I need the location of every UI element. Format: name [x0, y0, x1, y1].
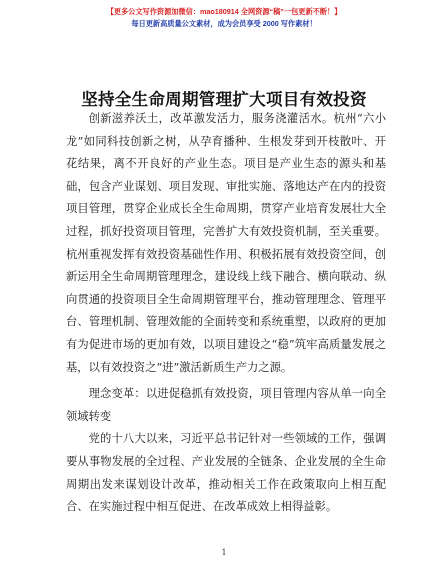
promo-banner-line-2: 每日更新高质量公文素材，成为会员享受 2000 写作素材！	[131, 19, 317, 28]
document-title: 坚持全生命周期管理扩大项目有效投资	[81, 90, 367, 109]
body-paragraph-section: 党的十八大以来，习近平总书记针对一些领域的工作，强调要从事物发展的全过程、产业发展的全链条、企业发展的全生命周期出发来谋划设计改革，推动相关工作在政策取向上相互配合、在实施过程中相互促进、在改革成效上相得益彰。	[66, 432, 386, 514]
promo-banner-line-1: 【更多公文写作资源加微信：mao180914 全网资源“稿”一包更新不断！】	[106, 7, 342, 16]
section-heading: 理念变革：以进促稳抓有效投资，项目管理内容从单一向全领域转变	[66, 387, 386, 423]
promo-banner	[0, 6, 448, 30]
body-paragraph-intro: 创新滋养沃土，改革激发活力，服务浇灌活水。杭州“六小龙”如同科技创新之树，从孕育播种、生根发芽到开枝散叶、开花结果，离不开良好的产业生态。项目是产业生态的源头和基础，包含产业谋划、项目发现、审批实施、落地达产在内的投资项目管理，贯穿企业成长全生命周期，贯穿产业培育发展壮大全过程，抓好投资项目管理，完善扩大有效投资机制，至关重要。杭州重视发挥有效投资基础性作用、积极拓展有效投资空间，创新运用全生命周期管理理念，建设线上线下融合、横向联动、纵向贯通的投资项目全生命周期管理平台，推动管理理念、管理平台、管理机制、管理效能的全面转变和系统重塑，以政府的更加有为促进市场的更加有效，以项目建设之“稳”筑牢高质量发展之基，以有效投资之“进”激活新质生产力之源。	[66, 112, 386, 374]
page-number: 1	[221, 548, 227, 557]
document-body	[66, 108, 386, 519]
